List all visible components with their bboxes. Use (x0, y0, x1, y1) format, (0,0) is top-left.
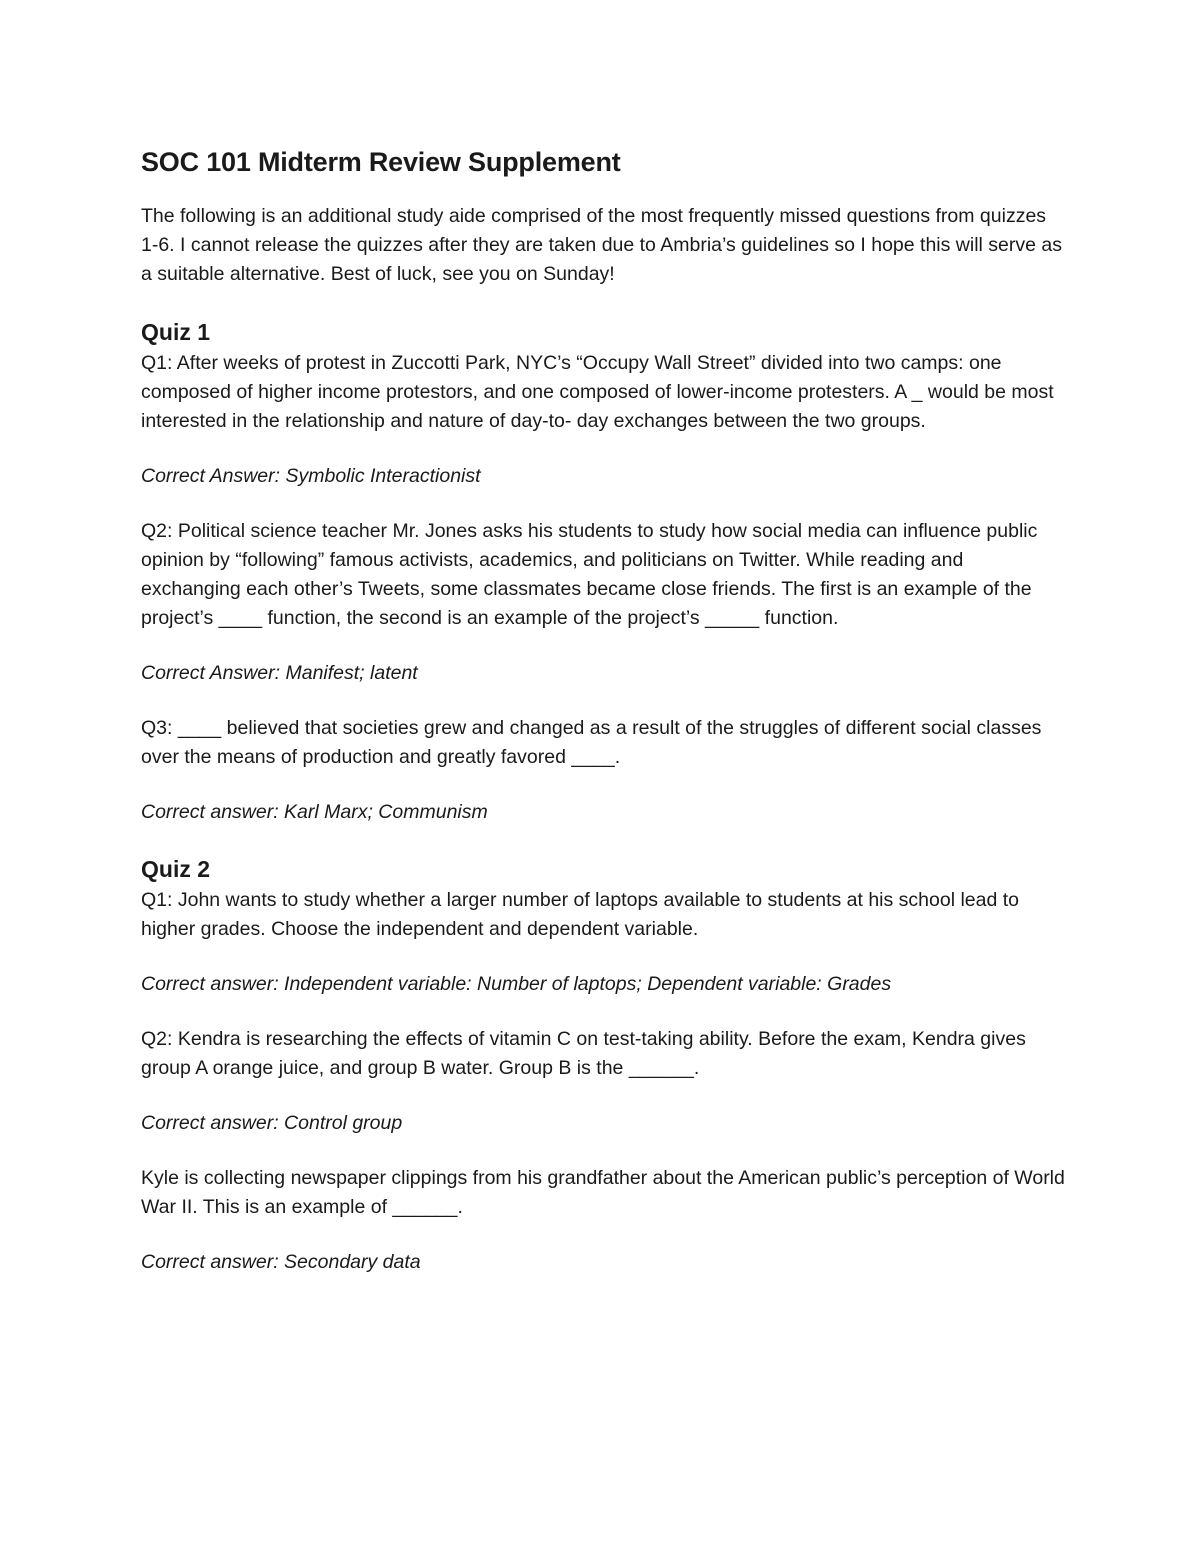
quiz-2-heading: Quiz 2 (141, 856, 211, 882)
quiz-2-question-2: Q2: Kendra is researching the effects of vitamin C on test-taking ability. Before the exam, Kendra gives group A orange juice, and group B water. Group B is the ______. (141, 1028, 1026, 1079)
quiz-1-question-1: Q1: After weeks of protest in Zuccotti Park, NYC’s “Occupy Wall Street” divided into two camps: one composed of higher income protestors, and one composed of lower-income protesters. A _ would be most interested in the relationship and nature of day-to- day exchanges between the two groups. (141, 352, 1054, 432)
intro-paragraph: The following is an additional study aide comprised of the most frequently missed questions from quizzes 1-6. I cannot release the quizzes after they are taken due to Ambria’s guidelines so I hope this will serve as a suitable alternative. Best of luck, see you on Sunday! (141, 205, 1062, 285)
document-title: SOC 101 Midterm Review Supplement (141, 147, 621, 177)
quiz-2-question-3: Kyle is collecting newspaper clippings from his grandfather about the American public’s perception of World War II. This is an example of ______. (141, 1167, 1065, 1218)
quiz-2-answer-3: Correct answer: Secondary data (141, 1251, 421, 1273)
quiz-2-section (141, 853, 1066, 1277)
quiz-2-question-1: Q1: John wants to study whether a larger number of laptops available to students at his school lead to higher grades. Choose the independent and dependent variable. (141, 889, 1020, 940)
quiz-2-answer-2: Correct answer: Control group (141, 1112, 403, 1134)
quiz-1-answer-2: Correct Answer: Manifest; latent (141, 662, 418, 684)
quiz-1-answer-1: Correct Answer: Symbolic Interactionist (141, 465, 481, 487)
quiz-2-answer-1: Correct answer: Independent variable: Number of laptops; Dependent variable: Grades (141, 973, 892, 995)
quiz-1-question-2: Q2: Political science teacher Mr. Jones asks his students to study how social media can influence public opinion by “following” famous activists, academics, and politicians on Twitter. While reading and exchanging each other’s Tweets, some classmates became close friends. The first is an example of the project’s ____ function, the second is an example of the project’s _____ function. (141, 520, 1038, 629)
document-body (141, 142, 1066, 1303)
quiz-1-heading: Quiz 1 (141, 319, 211, 345)
quiz-1-section (141, 316, 1066, 827)
quiz-1-answer-3: Correct answer: Karl Marx; Communism (141, 801, 488, 823)
quiz-1-question-3: Q3: ____ believed that societies grew and changed as a result of the struggles of different social classes over the means of production and greatly favored ____. (141, 717, 1042, 768)
